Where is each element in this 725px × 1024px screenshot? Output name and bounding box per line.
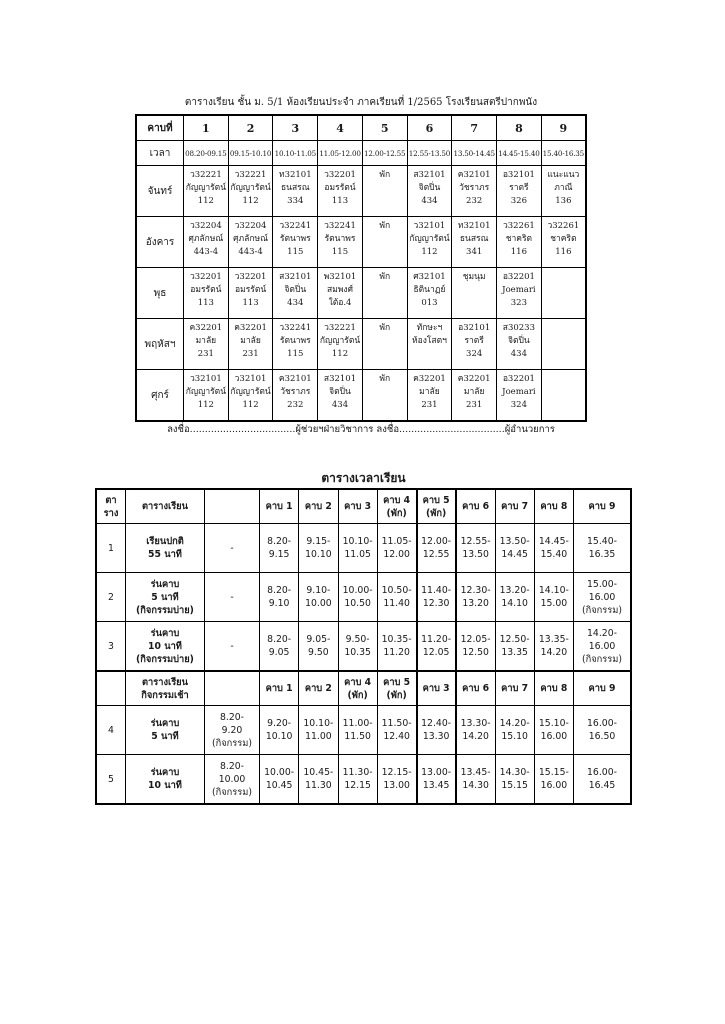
table-cell: ศ32101 ธิตินาฏย์ 013 — [407, 268, 452, 319]
table-cell: 12.40- 13.30 — [417, 706, 456, 755]
table-cell: - — [205, 622, 260, 672]
table-cell: คาบ 8 — [534, 489, 573, 524]
table-cell: คาบ 5 (พัก) — [417, 489, 456, 524]
table-cell: ว32261 ชาคริต 116 — [497, 217, 542, 268]
table-cell: ว32241 รัตนาพร 115 — [318, 217, 363, 268]
table-cell: 10.10- 11.05 — [338, 524, 377, 573]
table-cell: คาบ 4 (พัก) — [377, 489, 416, 524]
table-cell — [205, 489, 260, 524]
table-cell: ทักษะฯ ห้องโสตฯ — [407, 319, 452, 370]
time-table-section — [95, 471, 632, 805]
table-cell: ค32201 มาลัย 231 — [228, 319, 273, 370]
table-cell: ตารางเรียน กิจกรรมเช้า — [126, 671, 205, 706]
table-cell: ตา ราง — [96, 489, 126, 524]
table-cell: คาบ 7 — [495, 671, 534, 706]
table-cell: ว32204 ศุภลักษณ์ 443-4 — [228, 217, 273, 268]
table-cell: คาบ 3 — [417, 671, 456, 706]
table-cell: แนะแนว ภาณี 136 — [541, 166, 586, 217]
table-cell: 10.00- 10.50 — [338, 573, 377, 622]
table-cell: 13.20- 14.10 — [495, 573, 534, 622]
table-cell: พัก — [362, 166, 407, 217]
table-cell: พัก — [362, 370, 407, 422]
table-row — [96, 573, 631, 622]
table-cell: ศุกร์ — [136, 370, 184, 422]
table-cell: 15.40-16.35 — [541, 141, 586, 166]
table-cell: ว32101 กัญญารัตน์ 112 — [407, 217, 452, 268]
table-cell: 3 — [96, 622, 126, 672]
table-cell: 9.20- 10.10 — [260, 706, 299, 755]
table-cell — [205, 671, 260, 706]
table-cell: 14.30- 15.15 — [495, 755, 534, 805]
table-cell: อังคาร — [136, 217, 184, 268]
table-cell: คาบ 5 (พัก) — [377, 671, 416, 706]
table-cell: คาบ 9 — [574, 489, 632, 524]
table-cell: 5 — [362, 115, 407, 141]
table-cell: 5 — [96, 755, 126, 805]
table-row — [136, 217, 586, 268]
table-cell: คาบ 1 — [260, 671, 299, 706]
table-cell: 8.20- 9.15 — [260, 524, 299, 573]
table-cell: ส32101 จิตปิ่น 434 — [407, 166, 452, 217]
table-cell — [541, 268, 586, 319]
time-table-body — [96, 489, 631, 804]
table-cell: ว32101 กัญญารัตน์ 112 — [184, 370, 229, 422]
table-cell: เวลา — [136, 141, 184, 166]
table-cell: 11.20- 12.05 — [417, 622, 456, 672]
table-cell: 12.55- 13.50 — [456, 524, 495, 573]
table-cell: อ32201 Joemari 324 — [497, 370, 542, 422]
table-cell: คาบ 3 — [338, 489, 377, 524]
table-cell: ชุมนุม — [452, 268, 497, 319]
table-cell: ส32101 จิตปิ่น 434 — [273, 268, 318, 319]
table-cell: 13.50- 14.45 — [495, 524, 534, 573]
table-cell: ว32201 อมรรัตน์ 113 — [184, 268, 229, 319]
table-cell: ร่นคาบ 5 นาที (กิจกรรมบ่าย) — [126, 573, 205, 622]
table-row — [136, 141, 586, 166]
table-cell: ว32101 กัญญารัตน์ 112 — [228, 370, 273, 422]
table-row — [96, 622, 631, 672]
table-cell — [541, 370, 586, 422]
table-cell: - — [205, 524, 260, 573]
table-cell: คาบ 6 — [456, 671, 495, 706]
class-schedule-section — [135, 97, 587, 422]
table-cell: 10.00- 10.45 — [260, 755, 299, 805]
table-cell: 14.45-15.40 — [497, 141, 542, 166]
table-cell: 11.50- 12.40 — [377, 706, 416, 755]
table-cell: ค32101 วัชราภร 232 — [273, 370, 318, 422]
table-cell: 16.00- 16.50 — [574, 706, 632, 755]
table-cell: 4 — [96, 706, 126, 755]
table-cell: คาบ 2 — [299, 671, 338, 706]
table-cell: อ32201 Joemari 323 — [497, 268, 542, 319]
table-cell: ว32204 ศุภลักษณ์ 443-4 — [184, 217, 229, 268]
table-cell: 1 — [96, 524, 126, 573]
table-cell: ค32201 มาลัย 231 — [452, 370, 497, 422]
table-cell: เรียนปกติ 55 นาที — [126, 524, 205, 573]
table-cell: 12.05- 12.50 — [456, 622, 495, 672]
table-cell: 11.00- 11.50 — [338, 706, 377, 755]
table-cell: 13.30- 14.20 — [456, 706, 495, 755]
table-cell: จันทร์ — [136, 166, 184, 217]
table-cell: 8.20- 9.05 — [260, 622, 299, 672]
table-cell: พัก — [362, 319, 407, 370]
table-row — [96, 489, 631, 524]
table-cell: ตารางเรียน — [126, 489, 205, 524]
table-cell: 14.20- 16.00 (กิจกรรม) — [574, 622, 632, 672]
table-cell: คาบ 4 (พัก) — [338, 671, 377, 706]
table-cell: 11.05-12.00 — [318, 141, 363, 166]
table-cell: 9 — [541, 115, 586, 141]
table-cell: ว32261 ชาคริต 116 — [541, 217, 586, 268]
table-cell: 4 — [318, 115, 363, 141]
table-cell: 12.00-12.55 — [362, 141, 407, 166]
table-cell: 11.40- 12.30 — [417, 573, 456, 622]
table-cell: 08.20-09.15 — [184, 141, 229, 166]
table-row — [136, 166, 586, 217]
table-cell: 9.05- 9.50 — [299, 622, 338, 672]
table-cell: คาบ 8 — [534, 671, 573, 706]
table-cell: 13.50-14.45 — [452, 141, 497, 166]
table-cell: - — [205, 573, 260, 622]
table-cell: ว32241 รัตนาพร 115 — [273, 217, 318, 268]
table-cell: 14.10- 15.00 — [534, 573, 573, 622]
table-cell: ค32201 มาลัย 231 — [184, 319, 229, 370]
table-cell: อ32101 ราตรี 326 — [497, 166, 542, 217]
table-cell: 10.10-11.05 — [273, 141, 318, 166]
table-row — [96, 706, 631, 755]
table-cell: คาบ 2 — [299, 489, 338, 524]
table-cell: 12.55-13.50 — [407, 141, 452, 166]
time-table — [95, 488, 632, 805]
time-table-title: ตารางเวลาเรียน — [321, 471, 406, 485]
table-cell: อ32101 ราตรี 324 — [452, 319, 497, 370]
table-cell: ร่นคาบ 10 นาที — [126, 755, 205, 805]
table-cell: 3 — [273, 115, 318, 141]
table-cell: 10.50- 11.40 — [377, 573, 416, 622]
table-cell: 8.20- 9.10 — [260, 573, 299, 622]
table-cell: พฤหัสฯ — [136, 319, 184, 370]
table-row — [96, 524, 631, 573]
table-cell: 8.20- 10.00 (กิจกรรม) — [205, 755, 260, 805]
table-cell: ว32221 กัญญารัตน์ 112 — [318, 319, 363, 370]
table-cell: ว32241 รัตนาพร 115 — [273, 319, 318, 370]
table-cell: 15.40- 16.35 — [574, 524, 632, 573]
table-cell: 14.20- 15.10 — [495, 706, 534, 755]
table-cell: พ32101 สมพงศ์ ใต้อ.4 — [318, 268, 363, 319]
table-cell: คาบ 6 — [456, 489, 495, 524]
table-cell: 11.05- 12.00 — [377, 524, 416, 573]
table-cell: 12.15- 13.00 — [377, 755, 416, 805]
table-cell: ร่นคาบ 10 นาที (กิจกรรมบ่าย) — [126, 622, 205, 672]
table-cell: ส30233 จิตปิ่น 434 — [497, 319, 542, 370]
table-cell: 8.20- 9.20 (กิจกรรม) — [205, 706, 260, 755]
table-cell: 12.30- 13.20 — [456, 573, 495, 622]
table-cell: ท32101 ธนสรณ 341 — [452, 217, 497, 268]
signature-line: ลงชื่อ...................................ผู้ช่วยฯฝ่ายวิชาการ ลงชื่อ...................................ผู้อำนวยการ — [167, 424, 555, 435]
table-cell: 8 — [497, 115, 542, 141]
table-cell: 12.50- 13.35 — [495, 622, 534, 672]
table-row — [136, 370, 586, 422]
table-cell: 15.15- 16.00 — [534, 755, 573, 805]
table-cell: คาบ 7 — [495, 489, 534, 524]
table-cell: 9.15- 10.10 — [299, 524, 338, 573]
table-cell: ว32201 อมรรัตน์ 113 — [228, 268, 273, 319]
table-cell — [541, 319, 586, 370]
table-cell: ว32221 กัญญารัตน์ 112 — [228, 166, 273, 217]
table-cell: 15.00- 16.00 (กิจกรรม) — [574, 573, 632, 622]
table-cell: ร่นคาบ 5 นาที — [126, 706, 205, 755]
table-cell: 15.10- 16.00 — [534, 706, 573, 755]
table-row — [136, 268, 586, 319]
table-cell: 13.35- 14.20 — [534, 622, 573, 672]
table-cell: คาบ 9 — [574, 671, 632, 706]
table-cell: พัก — [362, 268, 407, 319]
table-cell: 12.00- 12.55 — [417, 524, 456, 573]
table-cell: ว32221 กัญญารัตน์ 112 — [184, 166, 229, 217]
page-title: ตารางเรียน ชั้น ม. 5/1 ห้องเรียนประจำ ภาคเรียนที่ 1/2565 โรงเรียนสตรีปากพนัง — [184, 97, 538, 108]
table-cell — [96, 671, 126, 706]
table-cell: 13.00- 13.45 — [417, 755, 456, 805]
class-schedule-body — [136, 115, 586, 421]
table-row — [96, 755, 631, 805]
table-cell: ค32101 วัชราภร 232 — [452, 166, 497, 217]
table-cell: 6 — [407, 115, 452, 141]
table-cell: พัก — [362, 217, 407, 268]
table-cell: 13.45- 14.30 — [456, 755, 495, 805]
table-cell: คาบ 1 — [260, 489, 299, 524]
table-cell: 10.45- 11.30 — [299, 755, 338, 805]
table-cell: 1 — [184, 115, 229, 141]
table-cell: ส32101 จิตปิ่น 434 — [318, 370, 363, 422]
table-cell: 11.30- 12.15 — [338, 755, 377, 805]
table-cell: พุธ — [136, 268, 184, 319]
table-cell: 9.50- 10.35 — [338, 622, 377, 672]
table-cell: 09.15-10.10 — [228, 141, 273, 166]
table-cell: 14.45- 15.40 — [534, 524, 573, 573]
table-cell: คาบที่ — [136, 115, 184, 141]
table-row — [96, 671, 631, 706]
class-schedule-table — [135, 114, 587, 422]
table-cell: ว32201 อมรรัตน์ 113 — [318, 166, 363, 217]
table-cell: ค32201 มาลัย 231 — [407, 370, 452, 422]
table-row — [136, 319, 586, 370]
table-cell: 10.10- 11.00 — [299, 706, 338, 755]
table-cell: 2 — [96, 573, 126, 622]
table-cell: 9.10- 10.00 — [299, 573, 338, 622]
table-cell: 10.35- 11.20 — [377, 622, 416, 672]
table-row — [136, 115, 586, 141]
table-cell: 7 — [452, 115, 497, 141]
table-cell: 16.00- 16.45 — [574, 755, 632, 805]
table-cell: 2 — [228, 115, 273, 141]
table-cell: ท32101 ธนสรณ 334 — [273, 166, 318, 217]
